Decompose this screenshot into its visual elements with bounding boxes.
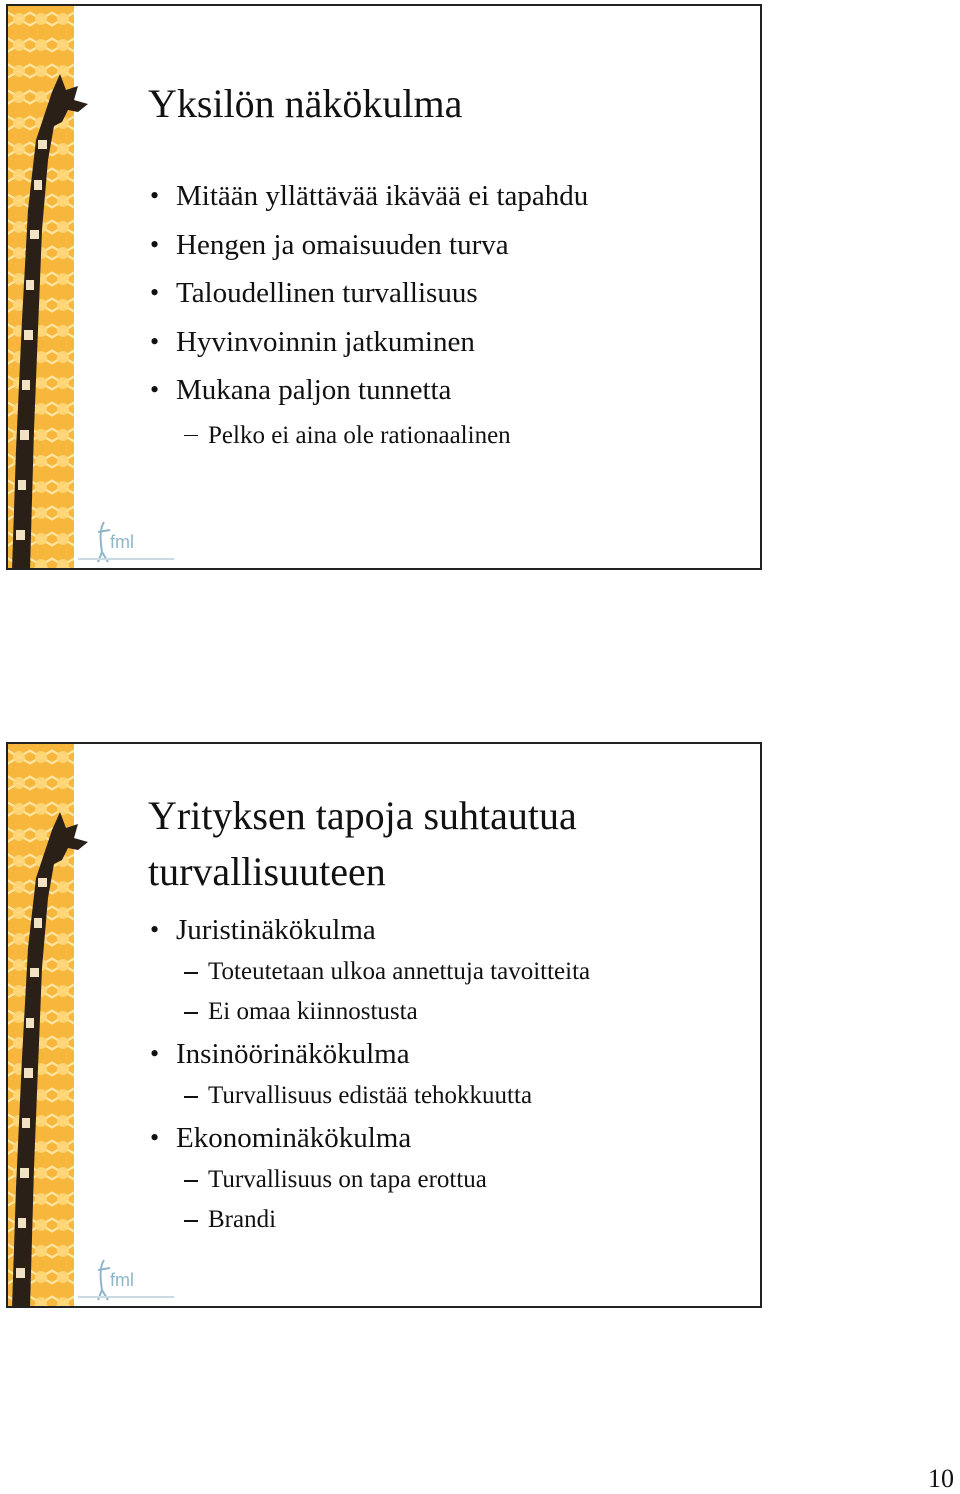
fml-logo (76, 518, 176, 566)
bullet-item: • Ekonominäkökulma (148, 1116, 590, 1160)
sub-bullet-item (148, 1076, 590, 1116)
sub-bullet-item (148, 415, 588, 457)
bullet-item: • Insinöörinäkökulma (148, 1032, 590, 1076)
logo-text: fml (110, 532, 134, 552)
slide-1 (6, 4, 762, 570)
bullet-item: • Mukana paljon tunnetta (148, 366, 588, 415)
sub-bullet-text: Turvallisuus on tapa erottua (208, 1166, 487, 1193)
slide-2 (6, 742, 762, 1308)
dash-marker (184, 435, 198, 437)
sub-bullet-item (148, 1160, 590, 1200)
sub-bullet-text: Toteutetaan ulkoa annettuja tavoitteita (208, 958, 591, 985)
giraffe-illustration (8, 808, 98, 1308)
giraffe-illustration (8, 70, 98, 570)
bullet-list (148, 172, 588, 457)
dash-marker (184, 1180, 198, 1182)
slide-title: Yrityksen tapoja suhtautua turvallisuuteen (148, 793, 577, 894)
bullet-item: • Juristinäkökulma (148, 908, 590, 952)
dash-marker (184, 1012, 198, 1014)
sub-bullet-text: Turvallisuus edistää tehokkuutta (208, 1082, 533, 1109)
sub-bullet-item (148, 952, 590, 992)
dash-marker (184, 972, 198, 974)
sub-bullet-text: Ei omaa kiinnostusta (208, 998, 418, 1025)
bullet-item: • Taloudellinen turvallisuus (148, 269, 588, 318)
sub-bullet-item (148, 1200, 590, 1240)
sub-bullet-text: Brandi (208, 1206, 277, 1233)
sub-bullet-item (148, 992, 590, 1032)
bullet-list (148, 908, 590, 1240)
bullet-item: • Hengen ja omaisuuden turva (148, 221, 588, 270)
page-number: 10 (928, 1464, 954, 1493)
bullet-item: • Hyvinvoinnin jatkuminen (148, 318, 588, 367)
dash-marker (184, 1096, 198, 1098)
slide-title: Yksilön näkökulma (148, 81, 463, 126)
dash-marker (184, 1220, 198, 1222)
logo-text: fml (110, 1270, 134, 1290)
bullet-item: • Mitään yllättävää ikävää ei tapahdu (148, 172, 588, 221)
sub-bullet-text: Pelko ei aina ole rationaalinen (208, 421, 511, 449)
fml-logo (76, 1256, 176, 1304)
